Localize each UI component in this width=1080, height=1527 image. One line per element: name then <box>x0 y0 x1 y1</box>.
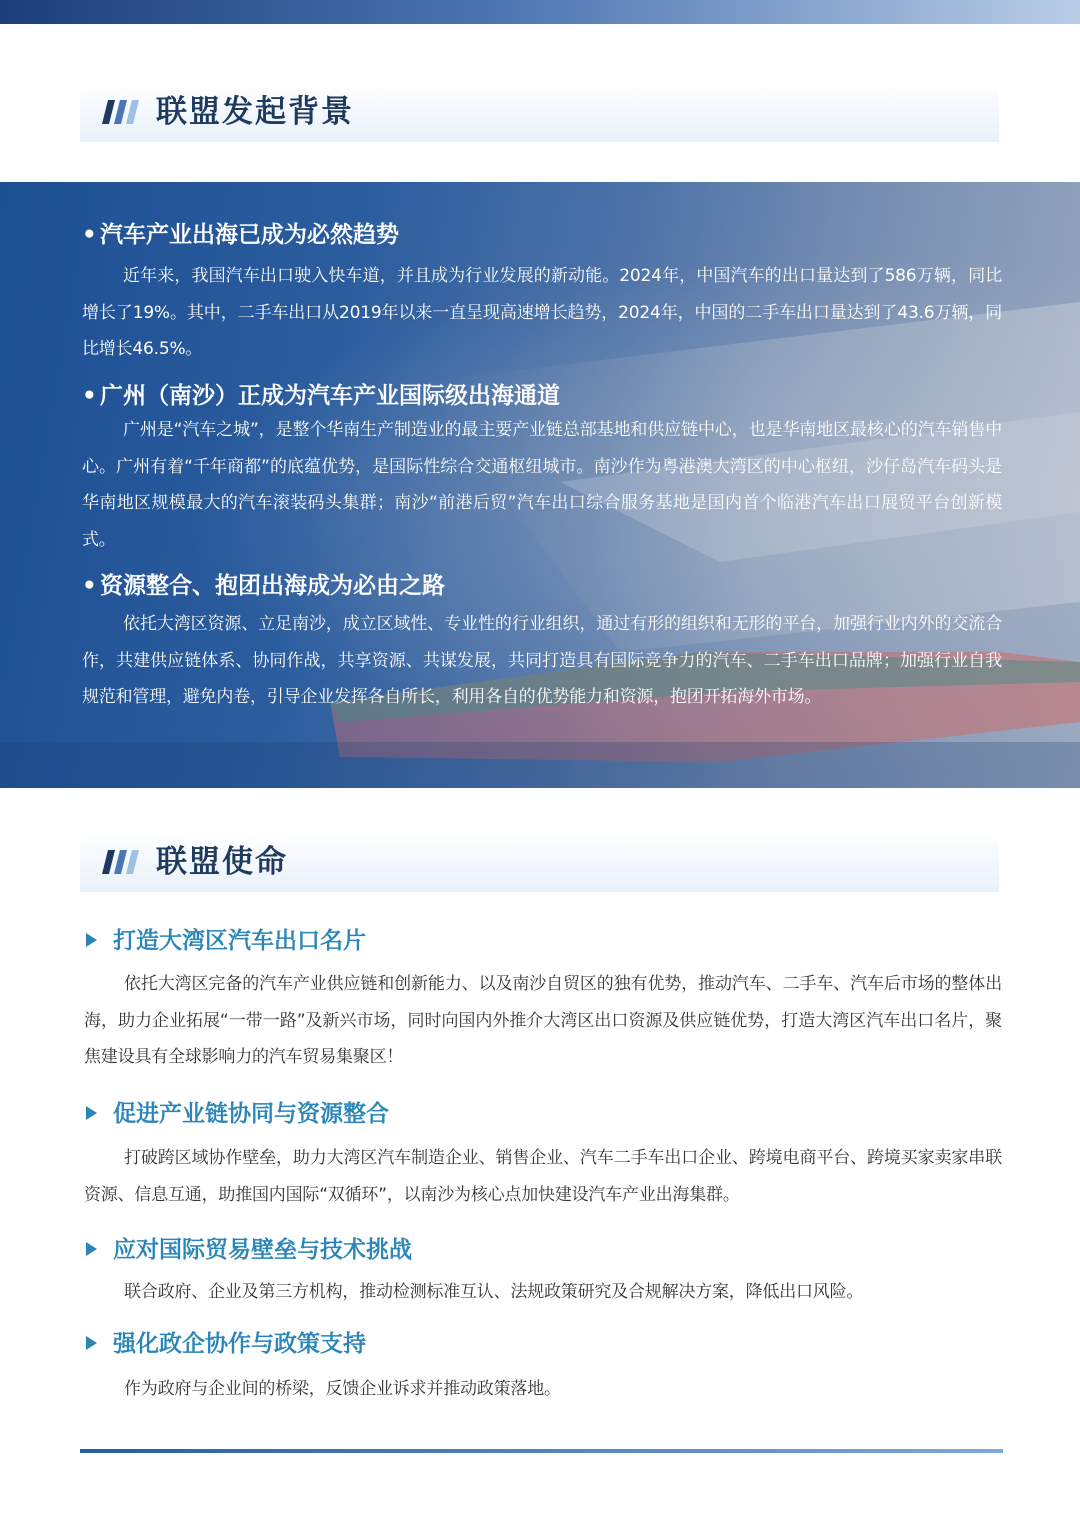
paragraph-2: 广州是“汽车之城”，是整个华南生产制造业的最主要产业链总部基地和供应链中心，也是华南地区最核心的汽车销售中心。广州有着“千年商都”的底蕴优势，是国际性综合交通枢纽城市。南沙作为粤港澳大湾区的中心枢纽，沙仔岛汽车码头是华南地区规模最大的汽车滚装码头集群；南沙“前港后贸”汽车出口综合服务基地是国内首个临港汽车出口展贸平台创新模式。 <box>82 420 1002 550</box>
mission-title-4 <box>86 1327 366 1361</box>
paragraph-1: 近年来，我国汽车出口驶入快车道，并且成为行业发展的新动能。2024年，中国汽车的出口量达到了586万辆，同比增长了19%。其中，二手车出口从2019年以来一直呈现高速增长趋势，2024年，中国的二手车出口量达到了43.6万辆，同比增长46.5%。 <box>82 266 1002 359</box>
bullet-title-text: 资源整合、抱团出海成为必由之路 <box>100 573 445 599</box>
bullet-dot: • <box>82 383 97 409</box>
triangle-right-icon <box>86 933 97 947</box>
mission-title-text: 打造大湾区汽车出口名片 <box>113 928 366 954</box>
section-header-background <box>80 82 999 142</box>
mission-paragraph-2: 打破跨区域协作壁垒，助力大湾区汽车制造企业、销售企业、汽车二手车出口企业、跨境电商平台、跨境买家卖家串联资源、信息互通，助推国内国际“双循环”，以南沙为核心点加快建设汽车产业出海集群。 <box>84 1148 1002 1205</box>
triple-slash-icon <box>100 98 140 126</box>
mission-title-text: 强化政企协作与政策支持 <box>113 1331 366 1357</box>
mission-paragraph-4: 作为政府与企业间的桥梁，反馈企业诉求并推动政策落地。 <box>124 1379 561 1399</box>
paragraph-3: 依托大湾区资源、立足南沙，成立区域性、专业性的行业组织，通过有形的组织和无形的平台，加强行业内外的交流合作，共建供应链体系、协同作战，共享资源、共谋发展，共同打造具有国际竞争力的汽车、二手车出口品牌；加强行业自我规范和管理，避免内卷，引导企业发挥各自所长，利用各自的优势能力和资源，抱团开拓海外市场。 <box>82 614 1002 707</box>
mission-title-1 <box>86 924 366 958</box>
bullet-dot: • <box>82 222 97 248</box>
section-header-mission <box>80 832 999 892</box>
bullet-title-text: 广州（南沙）正成为汽车产业国际级出海通道 <box>100 383 560 409</box>
mission-title-text: 促进产业链协同与资源整合 <box>113 1101 389 1127</box>
bullet-title-2 <box>82 379 560 413</box>
triple-slash-icon <box>100 848 140 876</box>
mission-paragraph-1: 依托大湾区完备的汽车产业供应链和创新能力、以及南沙自贸区的独有优势，推动汽车、二手车、汽车后市场的整体出海，助力企业拓展“一带一路”及新兴市场，同时向国内外推介大湾区出口资源及供应链优势，打造大湾区汽车出口名片，聚焦建设具有全球影响力的汽车贸易集聚区！ <box>84 974 1002 1067</box>
triangle-right-icon <box>86 1242 97 1256</box>
top-banner-bar <box>0 0 1080 24</box>
mission-title-text: 应对国际贸易壁垒与技术挑战 <box>113 1237 412 1263</box>
triangle-right-icon <box>86 1336 97 1350</box>
background-panel <box>0 182 1080 788</box>
bullet-title-1 <box>82 218 399 252</box>
bullet-dot: • <box>82 573 97 599</box>
section-title-mission: 联盟使命 <box>156 844 288 880</box>
triangle-right-icon <box>86 1106 97 1120</box>
section-title-background: 联盟发起背景 <box>156 94 354 130</box>
mission-paragraph-3: 联合政府、企业及第三方机构，推动检测标准互认、法规政策研究及合规解决方案，降低出口风险。 <box>124 1282 864 1302</box>
mission-title-3 <box>86 1233 412 1267</box>
bullet-title-3 <box>82 569 445 603</box>
mission-title-2 <box>86 1097 389 1131</box>
bullet-title-text: 汽车产业出海已成为必然趋势 <box>100 222 399 248</box>
bottom-divider <box>80 1449 1003 1453</box>
